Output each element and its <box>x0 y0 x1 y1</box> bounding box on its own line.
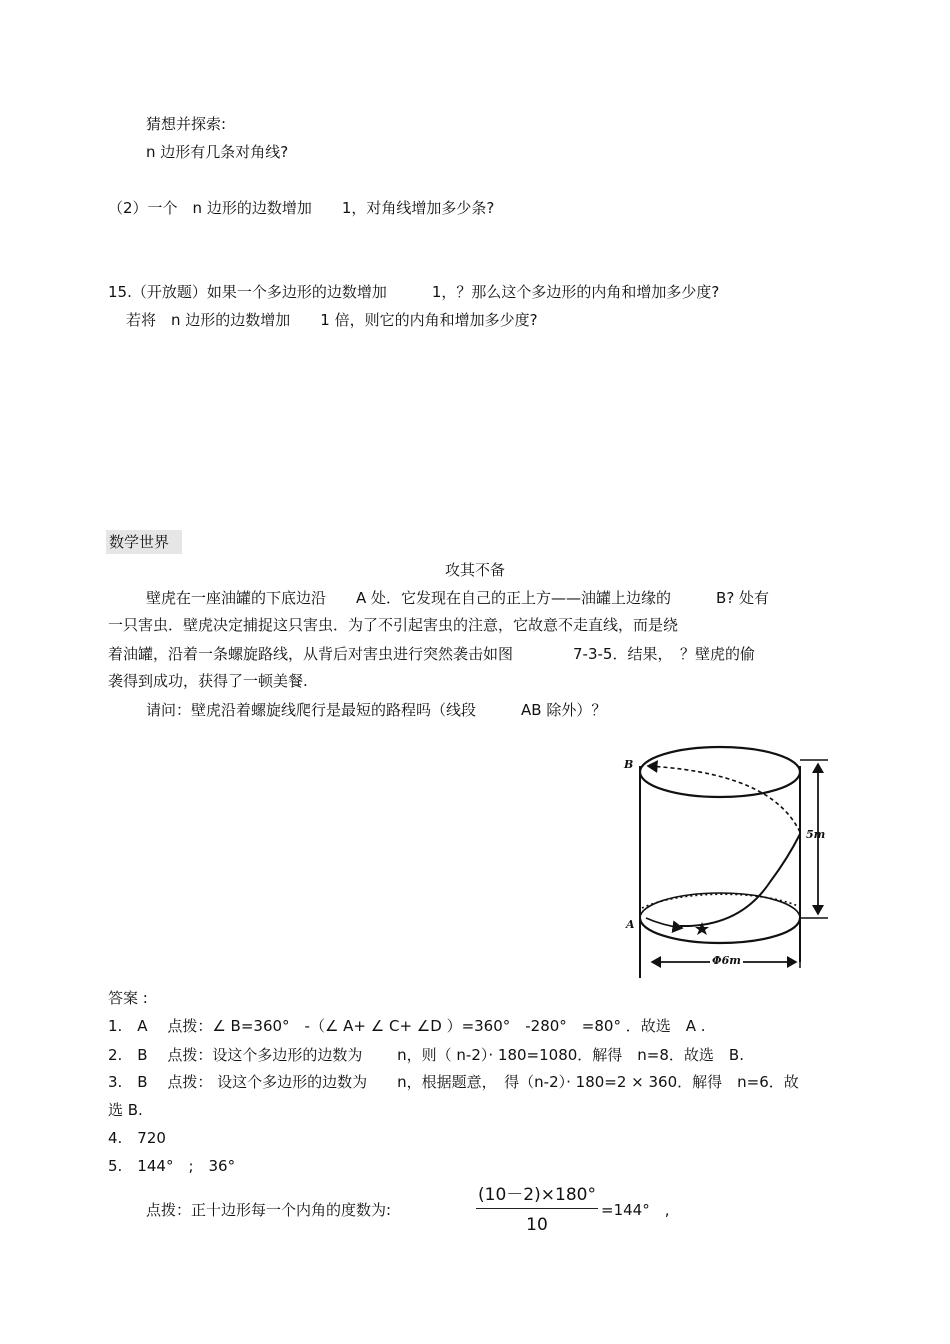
answer-2: 2. B 点拨：设这个多边形的边数为 n，则（ n-2）· 180=1080．解得 n=8．故选 B. <box>108 1046 744 1064</box>
fraction-denominator: 10 <box>526 1215 548 1235</box>
story-paragraph-line: 袭得到成功，获得了一顿美餐. <box>108 672 308 690</box>
question-diagonals: n 边形有几条对角线? <box>146 143 289 161</box>
diameter-label: Φ6m <box>712 954 741 967</box>
fraction-numerator: (10－2)×180° <box>478 1185 596 1205</box>
answer-3-continued: 选 B. <box>108 1101 143 1119</box>
answer-3: 3. B 点拨： 设这个多边形的边数为 n，根据题意， 得（n-2）· 180=2 × 360．解得 n=6．故 <box>108 1073 799 1091</box>
answer-4: 4. 720 <box>108 1129 166 1147</box>
answers-heading: 答案 : <box>108 989 148 1007</box>
story-paragraph-line: 一只害虫．壁虎决定捕捉这只害虫．为了不引起害虫的注意，它故意不走直线，而是绕 <box>108 616 679 634</box>
point-b-label: B <box>624 758 634 771</box>
cylinder-diagram <box>610 722 840 984</box>
cylinder-figure <box>610 722 840 984</box>
story-paragraph-line: 着油罐，沿着一条螺旋路线，从背后对害虫进行突然袭击如图 7-3-5．结果， ？壁虎的偷 <box>108 645 755 663</box>
question-15-part2: 若将 n 边形的边数增加 1 倍，则它的内角和增加多少度? <box>126 311 538 329</box>
fraction-bar <box>476 1208 598 1209</box>
answer-1: 1. A 点拨：∠ B=360° -（∠ A+ ∠ C+ ∠D ）=360° -280° =80° ．故选 A . <box>108 1017 706 1035</box>
story-question: 请问：壁虎沿着螺旋线爬行是最短的路程吗（线段 AB 除外）？ <box>146 701 607 719</box>
story-title: 攻其不备 <box>444 561 505 579</box>
fraction-result: =144° , <box>601 1201 670 1219</box>
point-a-label: A <box>626 918 635 931</box>
answer-5: 5. 144° ; 36° <box>108 1157 236 1175</box>
story-paragraph-line: 壁虎在一座油罐的下底边沿 A 处．它发现在自己的正上方——油罐上边缘的 B? 处有 <box>146 589 770 607</box>
section-badge-math-world: 数学世界 <box>106 530 182 554</box>
question-15: 15.（开放题）如果一个多边形的边数增加 1，？那么这个多边形的内角和增加多少度? <box>108 283 720 301</box>
question-2: （2）一个 n 边形的边数增加 1，对角线增加多少条? <box>108 199 495 217</box>
answer-5-hint: 点拨：正十边形每一个内角的度数为: <box>146 1201 392 1219</box>
prompt-guess-explore: 猜想并探索: <box>146 115 227 133</box>
height-label: 5m <box>806 828 826 841</box>
